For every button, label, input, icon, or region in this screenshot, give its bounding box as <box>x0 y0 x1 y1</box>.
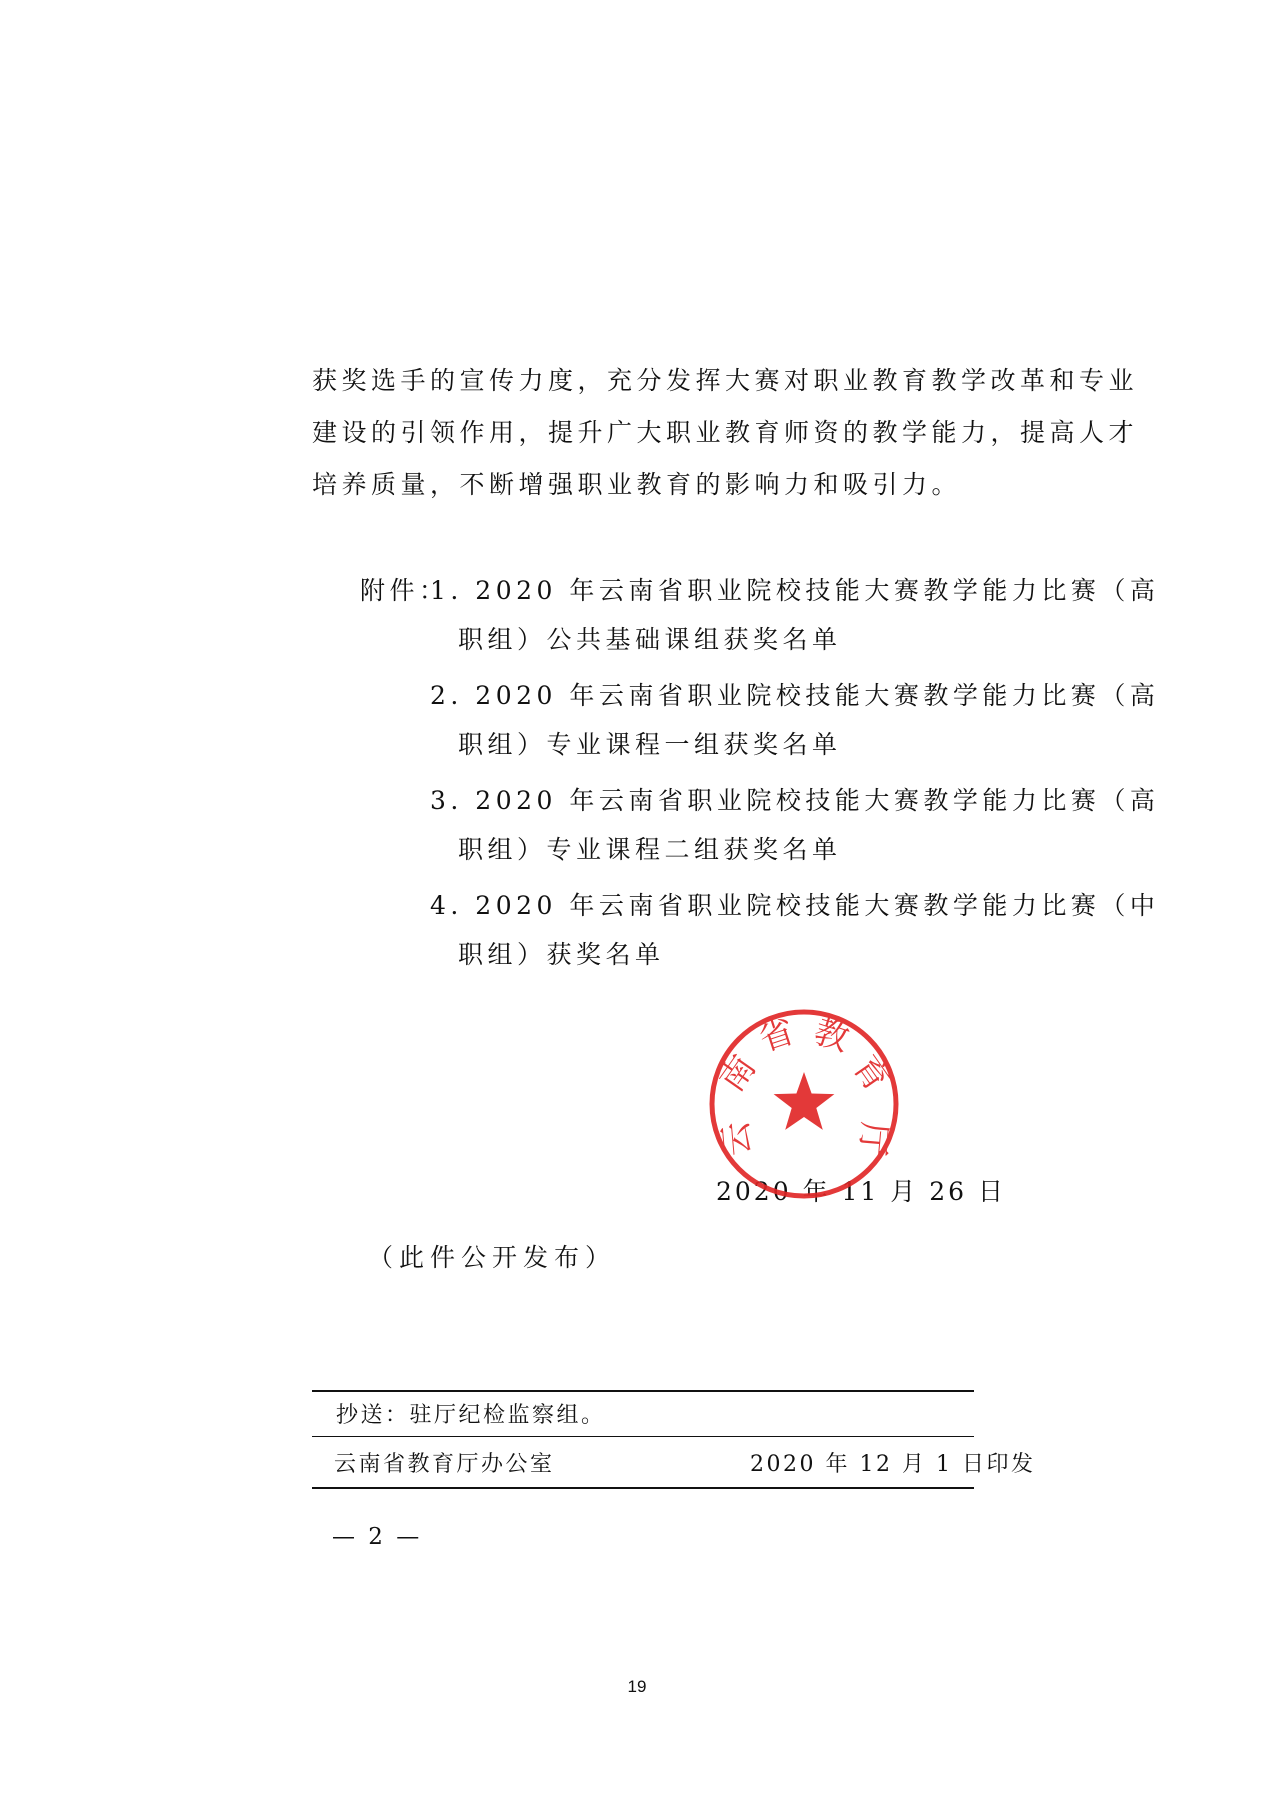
attachments-label: 附件： <box>360 576 449 605</box>
seal-char-2: 南 <box>711 1048 765 1100</box>
footer-issuer: 云南省教育厅办公室 <box>334 1452 555 1477</box>
body-line-2: 建设的引领作用，提升广大职业教育师资的教学能力，提高人才 <box>312 418 1139 447</box>
body-line-1: 获奖选手的宣传力度，充分发挥大赛对职业教育教学改革和专业 <box>312 366 1139 395</box>
body-line-3: 培养质量，不断增强职业教育的影响力和吸引力。 <box>312 470 962 499</box>
attachment-2-line-2: 职组）专业课程一组获奖名单 <box>458 730 842 759</box>
seal-char-3: 省 <box>754 1011 799 1060</box>
official-seal <box>704 1004 904 1204</box>
seal-star-icon <box>774 1072 835 1130</box>
seal-char-4: 教 <box>809 1011 854 1060</box>
footer-rule-middle <box>312 1436 974 1437</box>
attachment-1-line-2: 职组）公共基础课组获奖名单 <box>458 625 842 654</box>
attachment-4-line-2: 职组）获奖名单 <box>458 940 665 969</box>
footer-rule-top <box>312 1390 974 1392</box>
attachment-3-line-1: 3. 2020 年云南省职业院校技能大赛教学能力比赛（高 <box>430 786 1160 815</box>
footer-cc: 抄送：驻厅纪检监察组。 <box>336 1403 606 1428</box>
footer-rule-bottom <box>312 1487 974 1489</box>
attachment-2-line-1: 2. 2020 年云南省职业院校技能大赛教学能力比赛（高 <box>430 681 1160 710</box>
attachment-4-line-1: 4. 2020 年云南省职业院校技能大赛教学能力比赛（中 <box>430 891 1160 920</box>
pdf-page-number: 19 <box>627 1677 647 1696</box>
page-number: — 2 — <box>332 1524 423 1550</box>
seal-char-6: 厅 <box>851 1120 895 1158</box>
footer-print-date: 2020 年 12 月 1 日印发 <box>750 1452 1036 1477</box>
seal-char-5: 育 <box>844 1048 898 1100</box>
public-notice: （此件公开发布） <box>368 1243 617 1272</box>
signature-date: 2020 年 11 月 26 日 <box>716 1177 1006 1206</box>
seal-char-1: 云 <box>715 1120 759 1158</box>
attachment-1-line-1: 1. 2020 年云南省职业院校技能大赛教学能力比赛（高 <box>430 576 1160 605</box>
attachment-3-line-2: 职组）专业课程二组获奖名单 <box>458 835 842 864</box>
seal-graphic <box>712 1011 897 1196</box>
